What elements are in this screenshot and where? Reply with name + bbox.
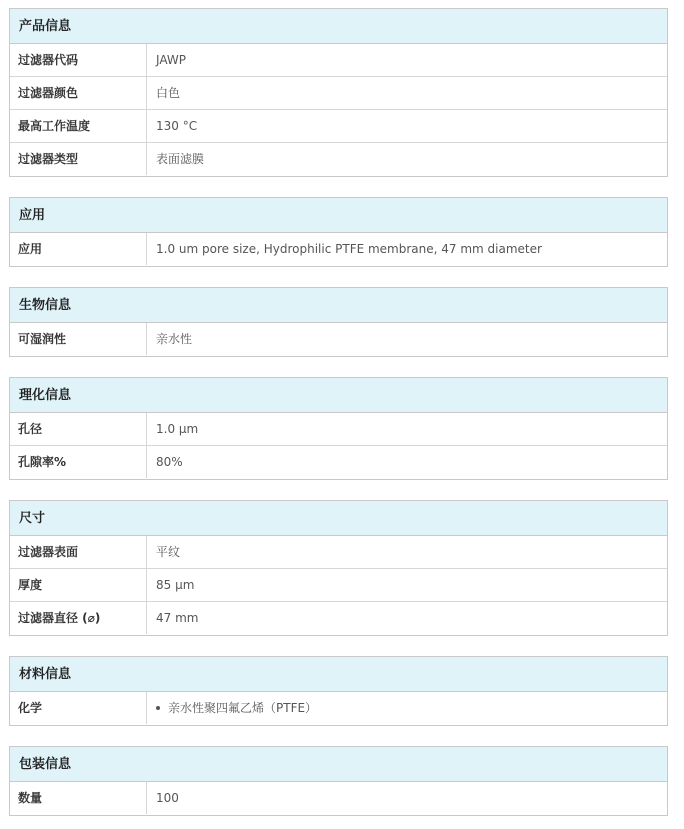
section-biological-info [9, 287, 668, 357]
row-value: 80% [156, 455, 183, 469]
row-label: 孔径 [10, 413, 147, 445]
table-row [10, 323, 667, 355]
table-row [10, 44, 667, 77]
row-label: 应用 [10, 233, 147, 265]
table-row [10, 413, 667, 446]
section-title: 包装信息 [10, 747, 667, 782]
row-label: 过滤器表面 [10, 536, 147, 568]
section-title: 尺寸 [10, 501, 667, 536]
section-title: 理化信息 [10, 378, 667, 413]
row-value: 100 [156, 791, 179, 805]
row-label: 过滤器代码 [10, 44, 147, 76]
table-row [10, 782, 667, 814]
section-packaging-info [9, 746, 668, 816]
table-row [10, 692, 667, 724]
row-value [147, 692, 667, 724]
table-row [10, 110, 667, 143]
section-title: 产品信息 [10, 9, 667, 44]
row-label: 数量 [10, 782, 147, 814]
row-value: 130 °C [156, 119, 198, 133]
section-dimensions [9, 500, 668, 636]
row-value: 亲水性 [156, 332, 193, 346]
section-product-info [9, 8, 668, 177]
row-value: 47 mm [156, 611, 199, 625]
section-title: 应用 [10, 198, 667, 233]
section-title: 生物信息 [10, 288, 667, 323]
section-application [9, 197, 668, 267]
row-label: 过滤器直径 (⌀) [10, 602, 147, 634]
table-row [10, 77, 667, 110]
section-title: 材料信息 [10, 657, 667, 692]
table-row [10, 602, 667, 634]
bullet-icon [156, 706, 160, 710]
list-item: 亲水性聚四氟乙烯（PTFE） [168, 701, 318, 715]
table-row [10, 536, 667, 569]
table-row [10, 233, 667, 265]
table-row [10, 143, 667, 175]
row-value: 1.0 um pore size, Hydrophilic PTFE membrane, 47 mm diameter [156, 242, 542, 256]
row-value: 85 µm [156, 578, 195, 592]
section-material-info [9, 656, 668, 726]
table-row [10, 569, 667, 602]
row-label: 化学 [10, 692, 147, 724]
row-label: 最高工作温度 [10, 110, 147, 142]
row-value: 平纹 [156, 545, 181, 559]
table-row [10, 446, 667, 478]
section-physicochemical-info [9, 377, 668, 480]
row-label: 可湿润性 [10, 323, 147, 355]
row-value: JAWP [156, 53, 186, 67]
row-value: 1.0 µm [156, 422, 199, 436]
row-value: 表面滤膜 [156, 152, 205, 166]
row-value: 白色 [156, 86, 181, 100]
row-label: 过滤器类型 [10, 143, 147, 175]
row-label: 厚度 [10, 569, 147, 601]
row-label: 过滤器颜色 [10, 77, 147, 109]
row-label: 孔隙率% [10, 446, 147, 478]
